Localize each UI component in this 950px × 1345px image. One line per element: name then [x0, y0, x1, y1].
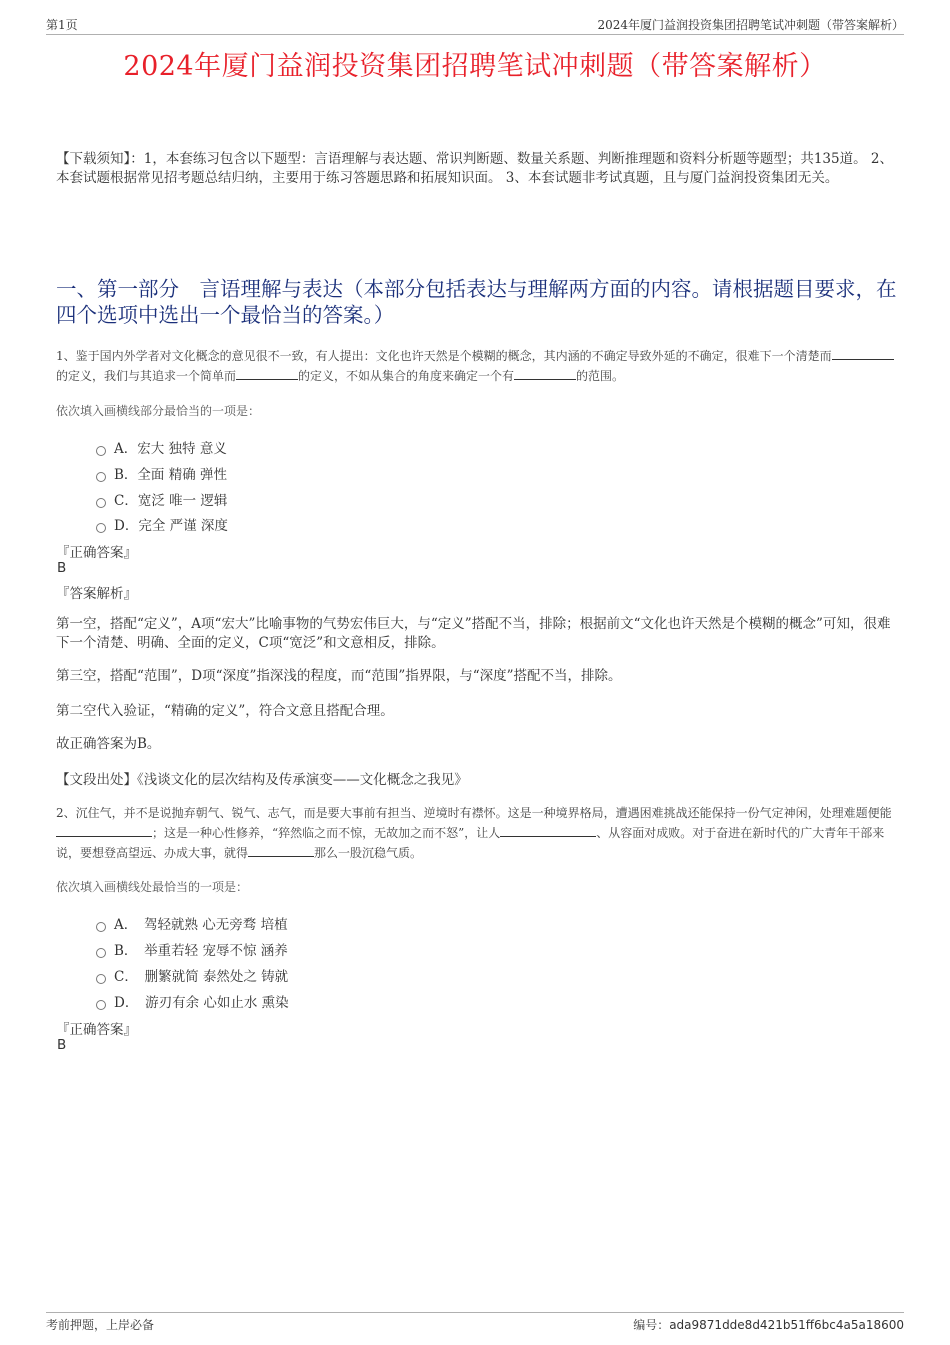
- header-doc-title: 2024年厦门益润投资集团招聘笔试冲刺题（带答案解析）: [597, 18, 904, 32]
- page-footer: [46, 1312, 904, 1333]
- radio-icon[interactable]: [96, 446, 106, 456]
- question-1-option-d[interactable]: D．完全 严谨 深度: [96, 514, 228, 534]
- question-1-prompt: 依次填入画横线部分最恰当的一项是：: [56, 404, 261, 418]
- radio-icon[interactable]: [96, 922, 106, 932]
- question-2-option-a[interactable]: A． 驾轻就熟 心无旁骛 培植: [96, 913, 288, 933]
- question-1-analysis-para: 第一空，搭配“定义”，A项“宏大”比喻事物的气势宏伟巨大，与“定义”搭配不当，排除；根据前文“文化也许天然是个模糊的概念”可知，很难下一个清楚、明确、全面的定义，C项“宽泛”和文意相反，排除。: [56, 616, 891, 651]
- fill-blank: [832, 346, 894, 360]
- footer-slogan: 考前押题，上岸必备: [46, 1318, 155, 1332]
- radio-icon[interactable]: [96, 498, 106, 508]
- radio-icon[interactable]: [96, 974, 106, 984]
- question-1-answer: B: [57, 560, 67, 576]
- fill-blank: [248, 843, 314, 857]
- question-2-prompt: 依次填入画横线处最恰当的一项是：: [56, 880, 249, 894]
- fill-blank: [56, 823, 152, 837]
- fill-blank: [514, 366, 576, 380]
- question-1-source: 【文段出处】《浅谈文化的层次结构及传承演变——文化概念之我见》: [56, 772, 468, 788]
- footer-code: 编号：ada9871dde8d421b51ff6bc4a5a18600: [633, 1318, 904, 1332]
- question-2-answer-label: 『正确答案』: [56, 1022, 137, 1038]
- question-1-option-a[interactable]: A．宏大 独特 意义: [96, 437, 227, 457]
- radio-icon[interactable]: [96, 1000, 106, 1010]
- radio-icon[interactable]: [96, 948, 106, 958]
- question-2-answer: B: [57, 1037, 67, 1053]
- fill-blank: [500, 823, 596, 837]
- question-1-option-b[interactable]: B．全面 精确 弹性: [96, 463, 227, 483]
- page-number: 第1页: [46, 18, 78, 32]
- download-notice: 【下载须知】：1，本套练习包含以下题型：言语理解与表达题、常识判断题、数量关系题、判断推理题和资料分析题等题型；共135道。 2、本套试题根据常见招考题总结归纳，主要用于练习答题思路和拓展知识面。 3、本套试题非考试真题，且与厦门益润投资集团无关。: [56, 151, 893, 186]
- page-header: [46, 14, 904, 35]
- radio-icon[interactable]: [96, 523, 106, 533]
- question-1-analysis-para: 故正确答案为B。: [56, 736, 161, 752]
- question-1-analysis-label: 『答案解析』: [56, 586, 137, 602]
- question-1-option-c[interactable]: C．宽泛 唯一 逻辑: [96, 489, 227, 509]
- question-1-analysis-para: 第二空代入验证，“精确的定义”，符合文意且搭配合理。: [56, 703, 394, 719]
- question-2-option-c[interactable]: C． 删繁就简 泰然处之 铸就: [96, 965, 288, 985]
- section-heading: 一、第一部分 言语理解与表达（本部分包括表达与理解两方面的内容。请根据题目要求，在四个选项中选出一个最恰当的答案。）: [56, 277, 897, 327]
- question-1-analysis-para: 第三空，搭配“范围”，D项“深度”指深浅的程度，而“范围”指界限，与“深度”搭配不当，排除。: [56, 668, 622, 684]
- question-2-text: 2、沉住气，并不是说抛弃朝气、锐气、志气，而是要大事前有担当、逆境时有襟怀。这是一种境界格局，遭遇困难挑战还能保持一份气定神闲，处理难题便能；这是一种心性修养，“猝然临之而不惊，无故加之而不怒”，让人 、从容面对成败。对于奋进在新时代的广大青年干部来说，要想登高望远、办成大事，就得 那么一股沉稳气质。: [56, 806, 892, 860]
- radio-icon[interactable]: [96, 472, 106, 482]
- question-2-option-d[interactable]: D． 游刃有余 心如止水 熏染: [96, 991, 289, 1011]
- question-1-text: 1、鉴于国内外学者对文化概念的意见很不一致，有人提出：文化也许天然是个模糊的概念，其内涵的不确定导致外延的不确定，很难下一个清楚而的定义，我们与其追求一个简单而 的定义，不如从集合的角度来确定一个有 的范围。: [56, 346, 902, 386]
- question-2-option-b[interactable]: B． 举重若轻 宠辱不惊 涵养: [96, 939, 288, 959]
- fill-blank: [236, 366, 298, 380]
- page-title: 2024年厦门益润投资集团招聘笔试冲刺题（带答案解析）: [123, 51, 827, 82]
- question-1-answer-label: 『正确答案』: [56, 545, 137, 561]
